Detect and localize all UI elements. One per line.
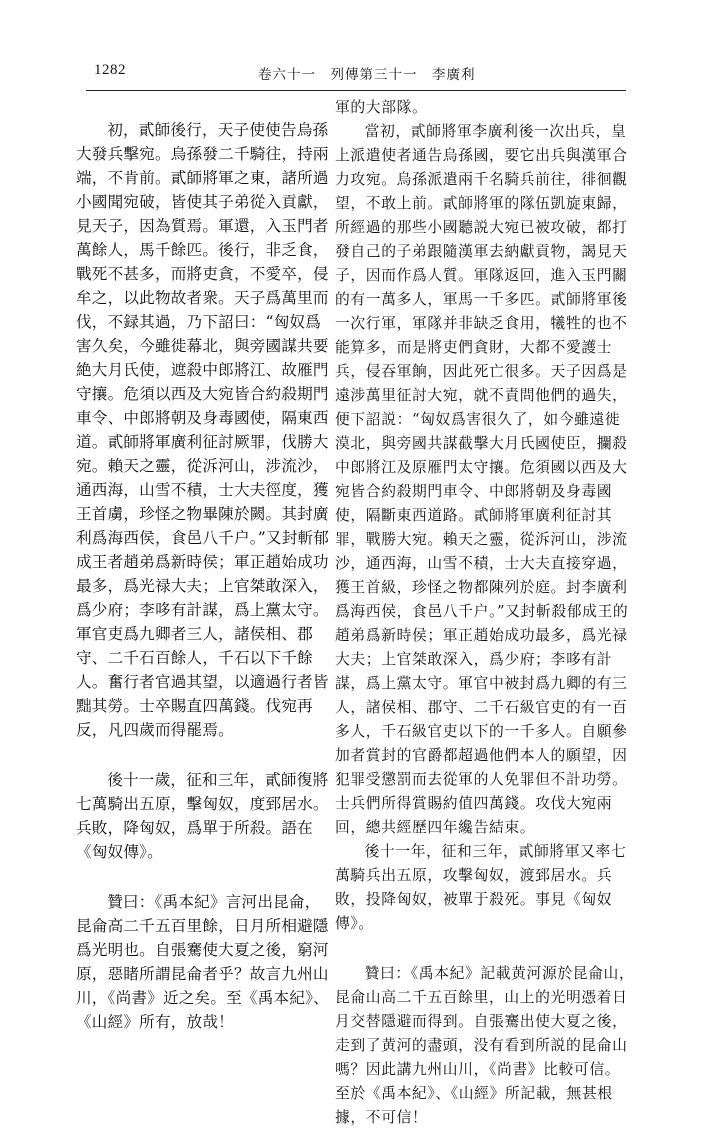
classical-paragraph: 後十一歲，征和三年，貳師復將七萬騎出五原，擊匈奴，度郅居水。兵敗，降匈奴，爲單于所殺。語在《匈奴傳》。: [76, 771, 329, 861]
translation-paragraph: 軍的大部隊。: [335, 99, 428, 116]
translation-paragraph: 贊曰：《禹本紀》記載黄河源於昆侖山，昆侖山高二千五百餘里，山上的光明憑着日月交替隱避而得到。自張騫出使大夏之後，走到了黄河的盡頭，没有看到所説的昆侖山嗎？因此講九州山川，《尚書》比較可信。至於《禹本紀》、《山經》所記載，無甚根據，不可信！: [335, 965, 635, 1126]
page-number: 1282: [94, 62, 126, 78]
classical-paragraph: 初，貳師後行，天子使使告烏孫大發兵擊宛。烏孫發二千騎往，持兩端，不肯前。貳師將軍之東，諸所過小國聞宛破，皆使其子弟從入貢獻，見天子，因為質焉。軍還，入玉門者萬餘人，馬千餘匹。後行，非乏食，戰死不甚多，而將吏貪，不愛卒，侵牟之，以此物故者衆。天子爲萬里而伐，不録其過，乃下詔曰：“匈奴爲害久矣，今雖徙幕北，與旁國謀共要絶大月氏使，遮殺中郎將江、故雁門守攘。危須以西及大宛皆合約殺期門車令、中郎將朝及身毒國使，隔東西道。貳師將軍廣利征討厥罪，伐勝大宛。賴天之靈，從泝河山，涉流沙，通西海，山雪不積，士大夫徑度，獲王首虜，珍怪之物畢陳於闕。其封廣利爲海西侯，食邑八千户。”又封斬郁成王者趙弟爲新時侯；軍正趙始成功最多，爲光禄大夫；上官桀敢深入，爲少府；李哆有計謀，爲上黨太守。軍官吏爲九卿者三人，諸侯相、郡守、二千石百餘人，千石以下千餘人。奮行者官過其望，以適過行者皆黜其勞。士卒賜直四萬錢。伐宛再反，凡四歲而得罷焉。: [76, 121, 330, 739]
translation-column: [335, 96, 635, 1126]
running-title: 卷六十一 列傳第三十一 李廣利: [258, 67, 476, 83]
translation-paragraph: 後十一年，征和三年，貳師將軍又率七萬騎兵出五原，攻擊匈奴，渡郅居水。兵敗，投降匈奴，被單于殺死。事見《匈奴傳》。: [335, 843, 627, 932]
header-rule: [86, 90, 626, 91]
classical-paragraph: 贊曰：《禹本紀》言河出昆侖，昆侖高二千五百里餘，日月所相避隱爲光明也。自張騫使大夏之後，窮河原，惡睹所謂昆侖者乎？故言九州山川，《尚書》近之矣。至《禹本紀》、《山經》所有，放哉！: [76, 893, 329, 1031]
classical-text-column: [76, 118, 332, 1031]
page-header: [0, 0, 716, 96]
translation-paragraph: 當初，貳師將軍李廣利後一次出兵，皇上派遣使者通告烏孫國，要它出兵與漢軍合力攻宛。烏孫派遣兩千名騎兵前往，徘徊觀望，不敢上前。貳師將軍的隊伍凱旋東歸，所經過的那些小國聽説大宛已被攻破，都打發自己的子弟跟隨漢軍去納獻貢物，謁見天子，因而作爲人質。軍隊返回，進入玉門關的有一萬多人，軍馬一千多匹。貳師將軍後一次行軍，軍隊并非缺乏食用，犧牲的也不能算多，而是將吏們貪財，大都不愛護士兵，侵吞軍餉，因此死亡很多。天子因爲是遠涉萬里征討大宛，就不責問他們的過失，便下詔説：“匈奴爲害很久了，如今雖遠徙漠北，與旁國共謀截擊大月氏國使臣，攔殺中郎將江及原雁門太守攘。危須國以西及大宛皆合約殺期門車令、中郎將朝及身毒國使，隔斷東西道路。貳師將軍廣利征討其罪，戰勝大宛。賴天之靈，從泝河山，涉流沙，通西海，山雪不積，士大夫直接穿過，獲王首級，珍怪之物都陳列於庭。封李廣利爲海西侯，食邑八千户。”又封斬殺郁成王的趙弟爲新時侯；軍正趙始成功最多，爲光禄大夫；上官桀敢深入，爲少府；李哆有計謀，爲上黨太守。軍官中被封爲九卿的有三人，諸侯相、郡守、二千石級官吏的有一百多人，千石級官吏以下的一千多人。自願參加者賞封的官爵都超過他們本人的願望，因犯罪受懲罰而去從軍的人免罪但不計功勞。士兵們所得賞賜約值四萬錢。攻伐大宛兩回，總共經歷四年纔告結束。: [335, 123, 629, 836]
